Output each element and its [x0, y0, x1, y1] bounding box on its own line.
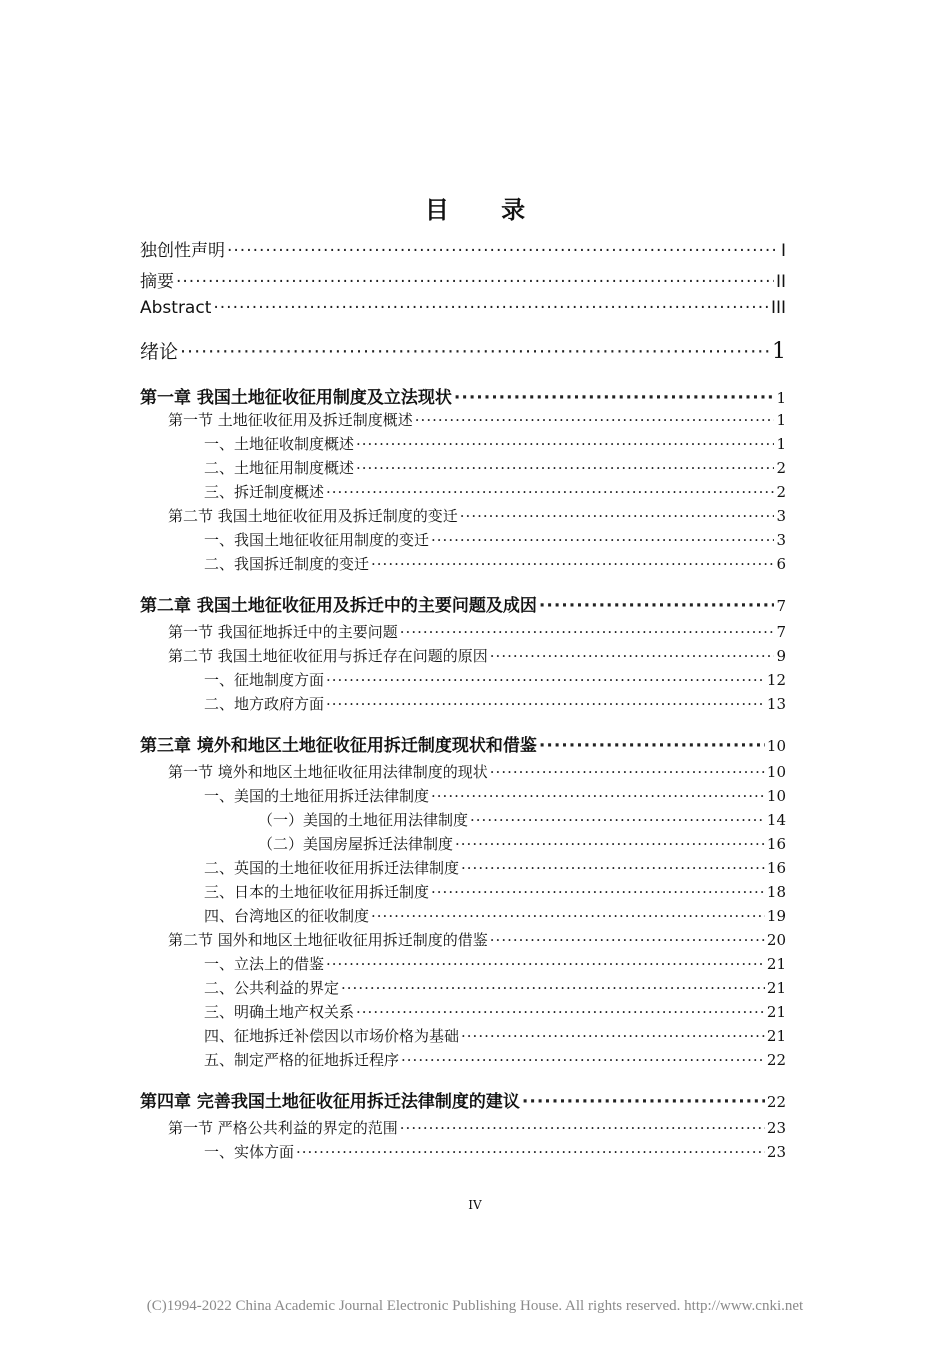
toc-front-entry[interactable] — [140, 298, 786, 318]
toc-subsection-entry[interactable] — [204, 529, 786, 550]
dot-leader — [213, 298, 769, 318]
toc-section-entry[interactable] — [168, 1117, 786, 1138]
dot-leader — [455, 835, 765, 853]
toc-entry-page: 1 — [772, 339, 786, 364]
dot-leader — [356, 435, 774, 453]
toc-front-entry[interactable] — [140, 236, 786, 261]
toc-entry-label: 绪论 — [140, 341, 179, 363]
toc-section-entry[interactable] — [168, 761, 786, 782]
toc-subsection-entry[interactable] — [204, 481, 786, 502]
toc-entry-label: 一、土地征收制度概述 — [204, 435, 355, 453]
toc-entry-page: II — [775, 272, 786, 292]
toc-entry-label: 二、英国的土地征收征用拆迁法律制度 — [204, 859, 460, 877]
toc-entry-page: 10 — [766, 763, 786, 781]
dot-leader — [454, 388, 775, 408]
dot-leader — [415, 411, 775, 429]
toc-entry-label: 独创性声明 — [140, 241, 225, 261]
dot-leader — [431, 883, 765, 901]
toc-entry-page: 2 — [776, 459, 786, 477]
dot-leader — [296, 1143, 765, 1161]
dot-leader — [460, 507, 775, 525]
toc-entry-page: 3 — [776, 531, 786, 549]
toc-entry-label: 四、台湾地区的征收制度 — [204, 907, 370, 925]
toc-entry-page: 22 — [766, 1093, 786, 1111]
toc-entry-label: 第一章 我国土地征收征用制度及立法现状 — [140, 388, 452, 408]
toc-entry-label: Abstract — [140, 298, 212, 318]
dot-leader — [400, 1119, 765, 1137]
dot-leader — [400, 623, 775, 641]
toc-entry-page: 18 — [766, 883, 786, 901]
toc-entry-page: 1 — [776, 435, 786, 453]
dot-leader — [227, 241, 779, 261]
toc-subsection-entry[interactable] — [204, 857, 786, 878]
toc-front-entry[interactable] — [140, 267, 786, 292]
dot-leader — [176, 272, 774, 292]
toc-subsection-entry[interactable] — [204, 1025, 786, 1046]
copyright-notice: (C)1994-2022 China Academic Journal Electronic Publishing House. All rights reserved. http://www.cnki.net — [146, 1298, 804, 1314]
toc-subsection-entry[interactable] — [204, 1001, 786, 1022]
toc-subsection-entry[interactable] — [204, 553, 786, 574]
toc-entry-label: 第三章 境外和地区土地征收征用拆迁制度现状和借鉴 — [140, 736, 537, 756]
toc-entry-label: 一、实体方面 — [204, 1143, 295, 1161]
toc-entry-page: 20 — [766, 931, 786, 949]
toc-entry-label: 第一节 境外和地区土地征收征用法律制度的现状 — [168, 763, 488, 781]
toc-entry-label: 一、征地制度方面 — [204, 671, 325, 689]
toc-entry-label: 一、立法上的借鉴 — [204, 955, 325, 973]
toc-entry-page: 1 — [776, 411, 786, 429]
dot-leader — [180, 341, 770, 363]
toc-entry-label: 第二节 我国土地征收征用及拆迁制度的变迁 — [168, 507, 458, 525]
toc-entry-label: 三、日本的土地征收征用拆迁制度 — [204, 883, 430, 901]
toc-entry-label: 第四章 完善我国土地征收征用拆迁法律制度的建议 — [140, 1092, 520, 1112]
toc-entry-label: 一、美国的土地征用拆迁法律制度 — [204, 787, 430, 805]
dot-leader — [490, 647, 775, 665]
dot-leader — [490, 763, 765, 781]
page-number: IV — [468, 1198, 482, 1212]
toc-entry-page: 6 — [776, 555, 786, 573]
toc-entry-page: 12 — [766, 671, 786, 689]
toc-entry-label: 第二节 国外和地区土地征收征用拆迁制度的借鉴 — [168, 931, 488, 949]
dot-leader — [326, 955, 765, 973]
toc-entry-label: 一、我国土地征收征用制度的变迁 — [204, 531, 430, 549]
toc-entry-label: 第一节 严格公共利益的界定的范围 — [168, 1119, 398, 1137]
toc-entry-label: 摘要 — [140, 272, 174, 292]
toc-entry-page: 23 — [766, 1119, 786, 1137]
toc-entry-page: 19 — [766, 907, 786, 925]
toc-entry-label: 二、公共利益的界定 — [204, 979, 340, 997]
toc-intro-entry[interactable] — [140, 337, 786, 364]
dot-leader — [371, 907, 765, 925]
toc-entry-label: 四、征地拆迁补偿因以市场价格为基础 — [204, 1027, 460, 1045]
dot-leader — [461, 859, 765, 877]
toc-entry-page: 10 — [766, 787, 786, 805]
toc-entry-page: 21 — [766, 979, 786, 997]
toc-entry-page: I — [780, 241, 786, 261]
dot-leader — [341, 979, 765, 997]
toc-entry-label: （二）美国房屋拆迁法律制度 — [258, 835, 454, 853]
dot-leader — [401, 1051, 765, 1069]
toc-entry-page: 9 — [776, 647, 786, 665]
toc-subsection-entry[interactable] — [204, 881, 786, 902]
toc-subsection-entry[interactable] — [204, 693, 786, 714]
dot-leader — [326, 695, 765, 713]
toc-entry-label: 五、制定严格的征地拆迁程序 — [204, 1051, 400, 1069]
toc-entry-label: 三、明确土地产权关系 — [204, 1003, 355, 1021]
toc-subsection-entry[interactable] — [204, 977, 786, 998]
toc-chapter-entry[interactable] — [140, 383, 786, 408]
toc-entry-page: 7 — [776, 597, 786, 615]
toc-entry-label: 二、土地征用制度概述 — [204, 459, 355, 477]
toc-chapter-entry[interactable] — [140, 1087, 786, 1112]
toc-subsection-entry[interactable] — [204, 433, 786, 454]
dot-leader — [539, 596, 775, 616]
toc-entry-label: 二、我国拆迁制度的变迁 — [204, 555, 370, 573]
toc-entry-page: 16 — [766, 835, 786, 853]
dot-leader — [431, 787, 765, 805]
toc-entry-label: （一）美国的土地征用法律制度 — [258, 811, 469, 829]
toc-subsection-entry[interactable] — [204, 457, 786, 478]
toc-subsection-entry[interactable] — [258, 809, 786, 830]
dot-leader — [470, 811, 765, 829]
page-title: 目 录 — [424, 196, 548, 224]
toc-subsection-entry[interactable] — [204, 669, 786, 690]
toc-entry-label: 二、地方政府方面 — [204, 695, 325, 713]
toc-entry-page: 23 — [766, 1143, 786, 1161]
dot-leader — [326, 671, 765, 689]
toc-section-entry[interactable] — [168, 929, 786, 950]
toc-chapter-entry[interactable] — [140, 731, 786, 756]
toc-subsection-entry[interactable] — [204, 1141, 786, 1162]
toc-entry-page: 22 — [766, 1051, 786, 1069]
toc-entry-page: 2 — [776, 483, 786, 501]
toc-chapter-entry[interactable] — [140, 591, 786, 616]
toc-subsection-entry[interactable] — [204, 785, 786, 806]
toc-section-entry[interactable] — [168, 645, 786, 666]
dot-leader — [431, 531, 774, 549]
toc-entry-page: 14 — [766, 811, 786, 829]
dot-leader — [371, 555, 774, 573]
toc-section-entry[interactable] — [168, 409, 786, 430]
dot-leader — [522, 1092, 765, 1112]
toc-entry-label: 第二章 我国土地征收征用及拆迁中的主要问题及成因 — [140, 596, 537, 616]
toc-entry-page: 16 — [766, 859, 786, 877]
toc-section-entry[interactable] — [168, 621, 786, 642]
toc-entry-page: 7 — [776, 623, 786, 641]
toc-entry-page: 1 — [776, 389, 786, 407]
toc-entry-label: 三、拆迁制度概述 — [204, 483, 325, 501]
dot-leader — [539, 736, 765, 756]
toc-subsection-entry[interactable] — [204, 905, 786, 926]
toc-subsection-entry[interactable] — [204, 953, 786, 974]
toc-entry-page: 13 — [766, 695, 786, 713]
toc-entry-label: 第二节 我国土地征收征用与拆迁存在问题的原因 — [168, 647, 488, 665]
toc-entry-page: 3 — [776, 507, 786, 525]
toc-section-entry[interactable] — [168, 505, 786, 526]
dot-leader — [490, 931, 765, 949]
toc-entry-page: III — [770, 298, 786, 318]
toc-entry-label: 第一节 我国征地拆迁中的主要问题 — [168, 623, 398, 641]
toc-entry-page: 21 — [766, 955, 786, 973]
dot-leader — [461, 1027, 765, 1045]
dot-leader — [356, 1003, 765, 1021]
dot-leader — [356, 459, 774, 477]
dot-leader — [326, 483, 774, 501]
toc-subsection-entry[interactable] — [258, 833, 786, 854]
toc-entry-label: 第一节 土地征收征用及拆迁制度概述 — [168, 411, 413, 429]
toc-subsection-entry[interactable] — [204, 1049, 786, 1070]
toc-entry-page: 21 — [766, 1003, 786, 1021]
toc-entry-page: 10 — [766, 737, 786, 755]
toc-entry-page: 21 — [766, 1027, 786, 1045]
